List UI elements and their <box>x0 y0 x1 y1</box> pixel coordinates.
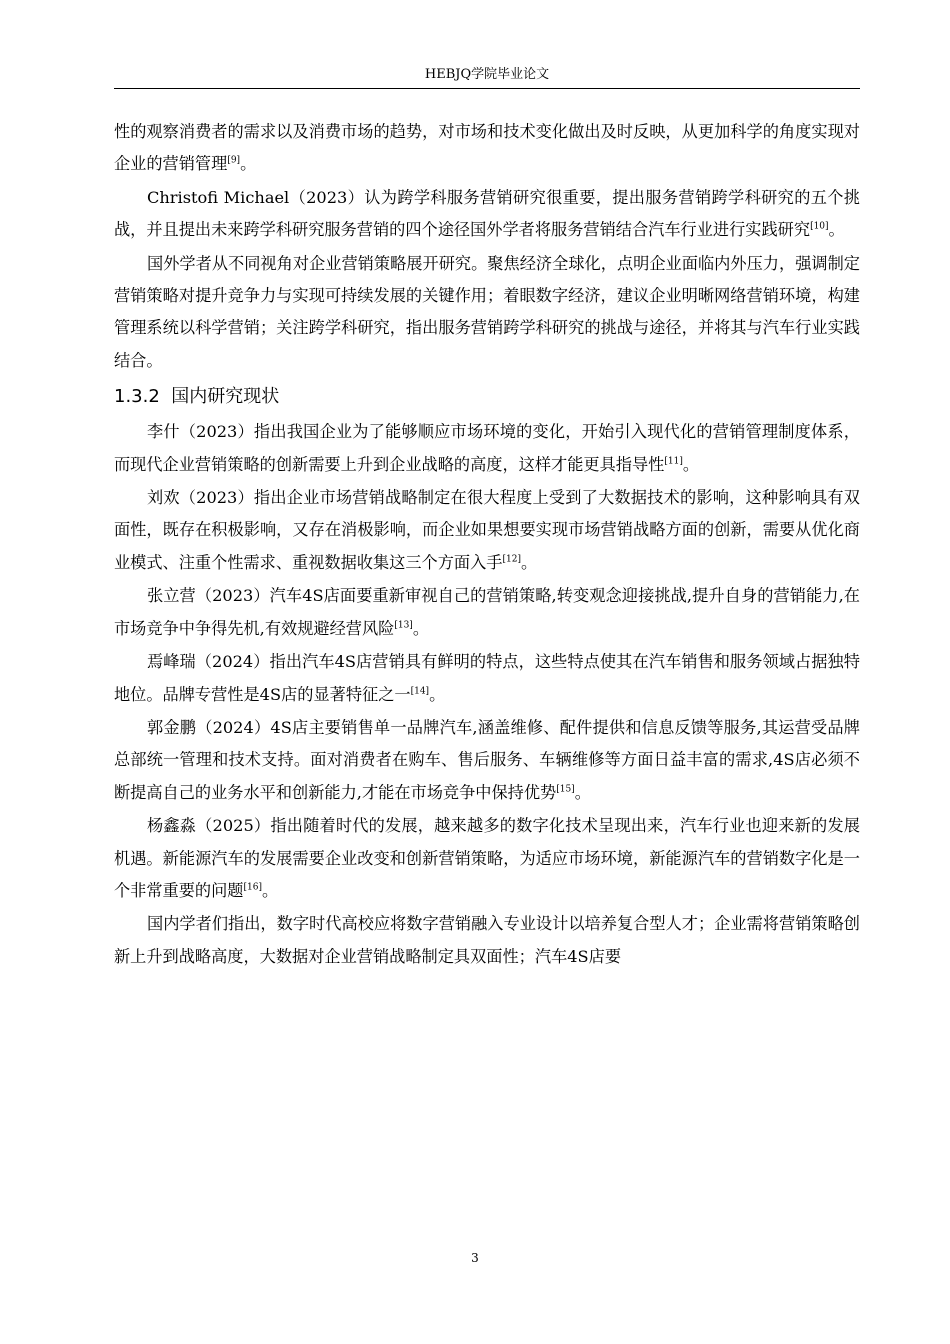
header-title: HEBJQ学院毕业论文 <box>424 67 550 82</box>
paragraph: 性的观察消费者的需求以及消费市场的趋势，对市场和技术变化做出及时反映，从更加科学的角度实现对企业的营销管理[9]。 <box>114 122 860 174</box>
citation-marker: [15] <box>556 784 575 795</box>
section-heading <box>114 378 860 416</box>
citation-marker: [16] <box>243 882 262 893</box>
section-title: 国内研究现状 <box>171 386 280 408</box>
citation-marker: [12] <box>502 554 521 565</box>
citation-marker: [13] <box>394 620 413 631</box>
citation-marker: [9] <box>227 156 241 167</box>
paragraph: 杨鑫淼（2025）指出随着时代的发展，越来越多的数字化技术呈现出来，汽车行业也迎来新的发展机遇。新能源汽车的发展需要企业改变和创新营销策略，为适应市场环境，新能源汽车的营销数字化是一个非常重要的问题[16]。 <box>114 816 860 900</box>
body-text <box>114 116 860 974</box>
paragraph: 李什（2023）指出我国企业为了能够顺应市场环境的变化，开始引入现代化的营销管理制度体系，而现代企业营销策略的创新需要上升到企业战略的高度，这样才能更具指导性[11]。 <box>114 422 860 474</box>
citation-marker: [11] <box>664 456 683 467</box>
page-number: 3 <box>471 1251 479 1265</box>
paragraph: 国外学者从不同视角对企业营销策略展开研究。聚焦经济全球化，点明企业面临内外压力，强调制定营销策略对提升竞争力与实现可持续发展的关键作用；着眼数字经济，建议企业明晰网络营销环境，构建管理系统以科学营销；关注跨学科研究，指出服务营销跨学科研究的挑战与途径，并将其与汽车行业实践结合。 <box>114 253 860 370</box>
paragraph: 刘欢（2023）指出企业市场营销战略制定在很大程度上受到了大数据技术的影响，这种影响具有双面性，既存在积极影响，又存在消极影响，而企业如果想要实现市场营销战略方面的创新，需要从优化商业模式、注重个性需求、重视数据收集这三个方面入手[12]。 <box>114 488 860 572</box>
paragraph: 郭金鹏（2024）4S店主要销售单一品牌汽车,涵盖维修、配件提供和信息反馈等服务,其运营受品牌总部统一管理和技术支持。面对消费者在购车、售后服务、车辆维修等方面日益丰富的需求,4S店必须不断提高自己的业务水平和创新能力,才能在市场竞争中保持优势[15]。 <box>114 717 860 802</box>
citation-marker: [10] <box>810 221 829 232</box>
paragraph: 国内学者们指出，数字时代高校应将数字营销融入专业设计以培养复合型人才；企业需将营销策略创新上升到战略高度，大数据对企业营销战略制定具双面性；汽车4S店要 <box>114 914 860 966</box>
paragraph: Christofi Michael（2023）认为跨学科服务营销研究很重要，提出服务营销跨学科研究的五个挑战，并且提出未来跨学科研究服务营销的四个途径国外学者将服务营销结合汽车行业进行实践研究[10]。 <box>114 187 860 240</box>
paragraph: 焉峰瑞（2024）指出汽车4S店营销具有鲜明的特点，这些特点使其在汽车销售和服务领域占据独特地位。品牌专营性是4S店的显著特征之一[14]。 <box>114 652 860 704</box>
citation-marker: [14] <box>410 686 430 697</box>
paragraph: 张立营（2023）汽车4S店面要重新审视自己的营销策略,转变观念迎接挑战,提升自身的营销能力,在市场竞争中争得先机,有效规避经营风险[13]。 <box>114 586 860 638</box>
running-header <box>114 66 860 89</box>
section-number: 1.3.2 <box>114 386 160 408</box>
